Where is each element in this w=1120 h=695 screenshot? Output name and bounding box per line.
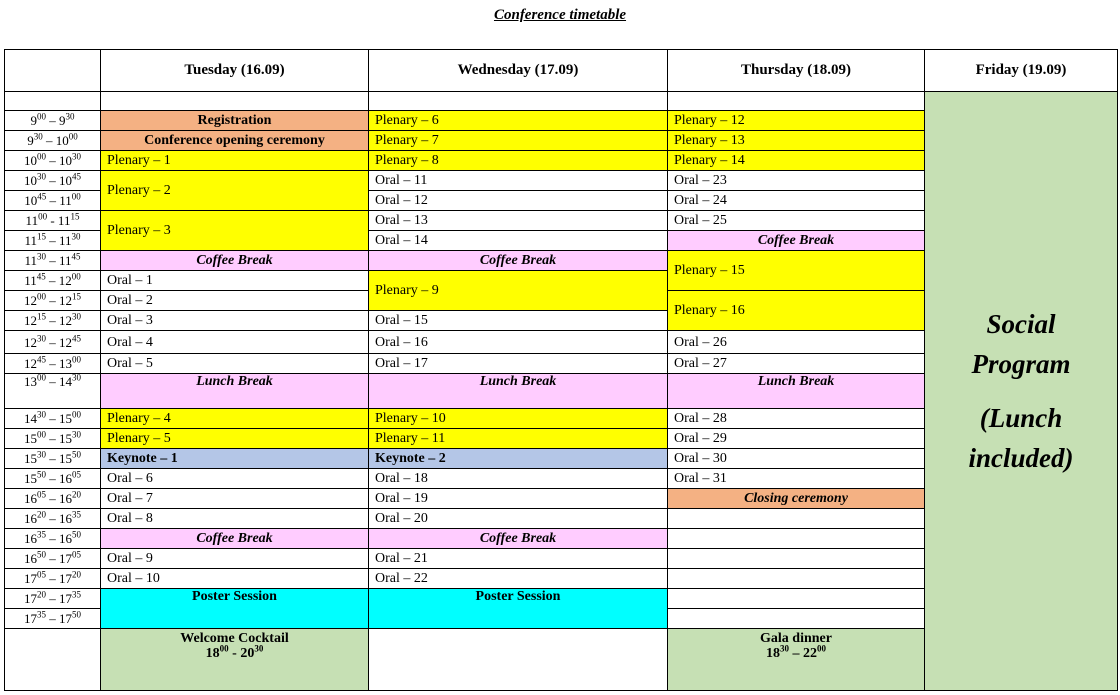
thursday-lunch-break: Lunch Break: [668, 374, 925, 409]
wednesday-session: Oral – 21: [369, 549, 668, 569]
time-slot: $16^{05} - 16^{20}$: [5, 489, 101, 509]
empty-cell: [668, 589, 925, 609]
wednesday-poster-session: Poster Session: [369, 589, 668, 629]
tuesday-session: Oral – 1: [101, 271, 369, 291]
time-slot: $16^{20} - 16^{35}$: [5, 509, 101, 529]
thursday-session: Oral – 24: [668, 191, 925, 211]
thursday-session: Oral – 27: [668, 354, 925, 374]
wednesday-session: Plenary – 7: [369, 131, 668, 151]
thursday-session: Plenary – 13: [668, 131, 925, 151]
wednesday-session: Plenary – 10: [369, 409, 668, 429]
wednesday-session: Plenary – 8: [369, 151, 668, 171]
social-program: [925, 92, 1118, 691]
tuesday-session: Plenary – 4: [101, 409, 369, 429]
tuesday-coffee-break: Coffee Break: [101, 529, 369, 549]
empty-cell: [101, 92, 369, 111]
tuesday-session: Plenary – 2: [101, 171, 369, 211]
tuesday-session: Oral – 8: [101, 509, 369, 529]
wednesday-session: Plenary – 11: [369, 429, 668, 449]
thursday-coffee-break: Coffee Break: [668, 231, 925, 251]
wednesday-session: Oral – 18: [369, 469, 668, 489]
tuesday-session: Oral – 3: [101, 311, 369, 331]
time-slot: $17^{05} - 17^{20}$: [5, 569, 101, 589]
time-slot: $12^{30} - 12^{45}$: [5, 331, 101, 354]
header-thursday: Thursday (18.09): [668, 50, 925, 92]
table-row: [5, 92, 1118, 111]
time-slot: $15^{30} - 15^{50}$: [5, 449, 101, 469]
welcome-cocktail-label: Welcome Cocktail: [180, 631, 289, 646]
empty-cell: [668, 569, 925, 589]
welcome-cocktail-time: $18^{00} - 20^{30}$: [205, 643, 264, 661]
time-slot: $10^{00} - 10^{30}$: [5, 151, 101, 171]
thursday-session: Oral – 31: [668, 469, 925, 489]
tuesday-session: Oral – 4: [101, 331, 369, 354]
tuesday-registration: Registration: [101, 111, 369, 131]
empty-cell: [668, 549, 925, 569]
thursday-session: Oral – 23: [668, 171, 925, 191]
empty-cell: [5, 629, 101, 691]
tuesday-session: Oral – 2: [101, 291, 369, 311]
social-line-4: included): [968, 443, 1074, 473]
wednesday-session: Oral – 22: [369, 569, 668, 589]
empty-cell: [668, 529, 925, 549]
tuesday-session: Plenary – 1: [101, 151, 369, 171]
corner-cell: [5, 50, 101, 92]
time-slot: $16^{50} - 17^{05}$: [5, 549, 101, 569]
empty-cell: [5, 92, 101, 111]
social-line-1: Social: [986, 309, 1056, 339]
wednesday-session: Oral – 14: [369, 231, 668, 251]
tuesday-session: Oral – 9: [101, 549, 369, 569]
header-tuesday: Tuesday (16.09): [101, 50, 369, 92]
gala-dinner-label: Gala dinner: [760, 631, 832, 646]
thursday-closing-ceremony: Closing ceremony: [668, 489, 925, 509]
tuesday-session: Plenary – 5: [101, 429, 369, 449]
tuesday-session: Oral – 7: [101, 489, 369, 509]
time-slot: $17^{35} - 17^{50}$: [5, 609, 101, 629]
tuesday-session: Plenary – 3: [101, 211, 369, 251]
page-title: Conference timetable: [493, 7, 627, 23]
thursday-session: Oral – 25: [668, 211, 925, 231]
time-slot: $11^{00} - 11^{15}$: [5, 211, 101, 231]
wednesday-session: Oral – 15: [369, 311, 668, 331]
time-slot: $15^{00} - 15^{30}$: [5, 429, 101, 449]
wednesday-coffee-break: Coffee Break: [369, 251, 668, 271]
tuesday-session: Oral – 6: [101, 469, 369, 489]
wednesday-session: Plenary – 9: [369, 271, 668, 311]
tuesday-opening-ceremony: Conference opening ceremony: [101, 131, 369, 151]
tuesday-coffee-break: Coffee Break: [101, 251, 369, 271]
time-slot: $17^{20} - 17^{35}$: [5, 589, 101, 609]
wednesday-session: Oral – 16: [369, 331, 668, 354]
thursday-session: Plenary – 15: [668, 251, 925, 291]
wednesday-keynote: Keynote – 2: [369, 449, 668, 469]
thursday-session: Oral – 28: [668, 409, 925, 429]
thursday-session: Plenary – 12: [668, 111, 925, 131]
social-line-3: (Lunch: [979, 403, 1063, 433]
time-slot: $12^{00} - 12^{15}$: [5, 291, 101, 311]
time-slot: $12^{45} - 13^{00}$: [5, 354, 101, 374]
thursday-session: Plenary – 16: [668, 291, 925, 331]
header-wednesday: Wednesday (17.09): [369, 50, 668, 92]
wednesday-session: Oral – 11: [369, 171, 668, 191]
gala-dinner-time: $18^{30} - 22^{00}$: [766, 643, 826, 661]
tuesday-session: Oral – 5: [101, 354, 369, 374]
tuesday-welcome-cocktail: [101, 629, 369, 691]
time-slot: $11^{15} - 11^{30}$: [5, 231, 101, 251]
time-slot: $9^{00} - 9^{30}$: [5, 111, 101, 131]
wednesday-coffee-break: Coffee Break: [369, 529, 668, 549]
time-slot: $11^{30} - 11^{45}$: [5, 251, 101, 271]
thursday-gala-dinner: [668, 629, 925, 691]
time-slot: $14^{30} - 15^{00}$: [5, 409, 101, 429]
thursday-session: Oral – 29: [668, 429, 925, 449]
tuesday-keynote: Keynote – 1: [101, 449, 369, 469]
empty-cell: [369, 629, 668, 691]
social-line-2: Program: [971, 349, 1071, 379]
time-slot: $13^{00} - 14^{30}$: [5, 374, 101, 409]
header-friday: Friday (19.09): [925, 50, 1118, 92]
thursday-session: Oral – 30: [668, 449, 925, 469]
empty-cell: [369, 92, 668, 111]
thursday-session: Plenary – 14: [668, 151, 925, 171]
header-row: [5, 50, 1118, 92]
time-slot: $10^{30} - 10^{45}$: [5, 171, 101, 191]
wednesday-session: Oral – 12: [369, 191, 668, 211]
empty-cell: [668, 92, 925, 111]
wednesday-lunch-break: Lunch Break: [369, 374, 668, 409]
timetable: [4, 49, 1118, 691]
wednesday-session: Oral – 19: [369, 489, 668, 509]
empty-cell: [668, 509, 925, 529]
tuesday-session: Oral – 10: [101, 569, 369, 589]
time-slot: $12^{15} - 12^{30}$: [5, 311, 101, 331]
time-slot: $15^{50} - 16^{05}$: [5, 469, 101, 489]
time-slot: $9^{30} - 10^{00}$: [5, 131, 101, 151]
wednesday-session: Plenary – 6: [369, 111, 668, 131]
thursday-session: Oral – 26: [668, 331, 925, 354]
time-slot: $10^{45} - 11^{00}$: [5, 191, 101, 211]
wednesday-session: Oral – 13: [369, 211, 668, 231]
wednesday-session: Oral – 17: [369, 354, 668, 374]
time-slot: $11^{45} - 12^{00}$: [5, 271, 101, 291]
wednesday-session: Oral – 20: [369, 509, 668, 529]
tuesday-poster-session: Poster Session: [101, 589, 369, 629]
tuesday-lunch-break: Lunch Break: [101, 374, 369, 409]
empty-cell: [668, 609, 925, 629]
time-slot: $16^{35} - 16^{50}$: [5, 529, 101, 549]
